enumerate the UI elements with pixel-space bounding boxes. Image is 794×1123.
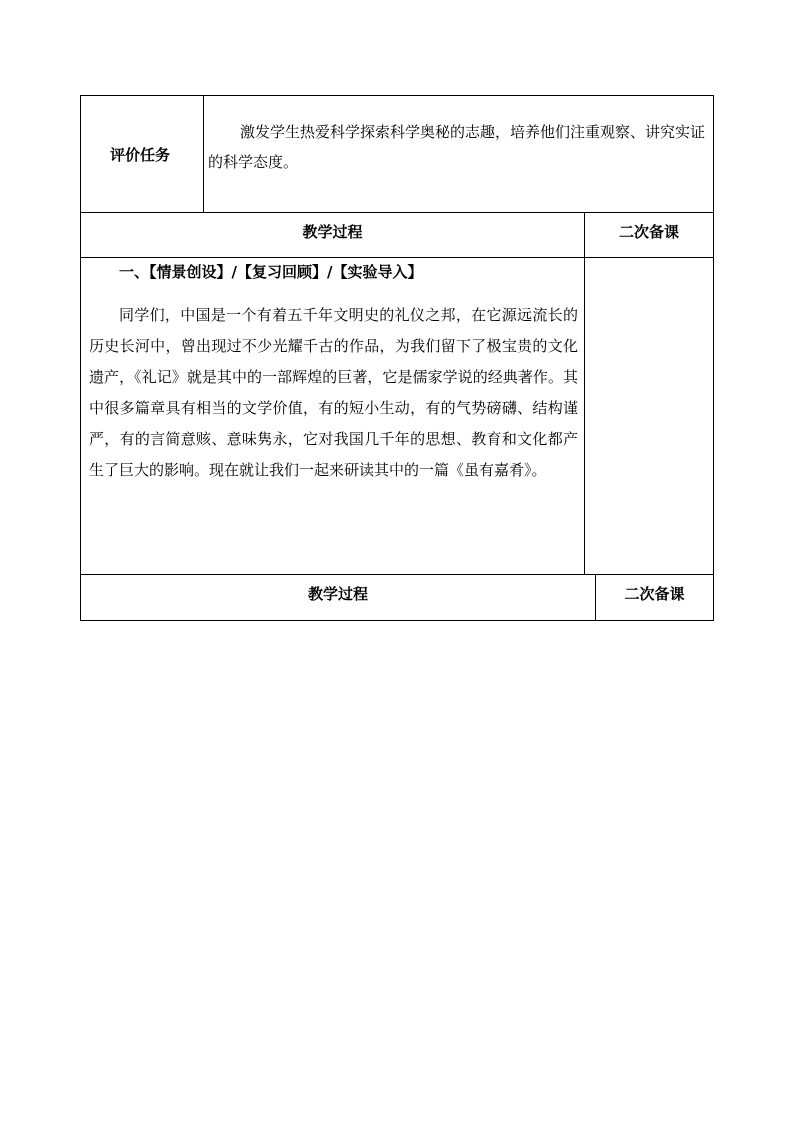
process-header-main-2: 教学过程 [307, 585, 368, 603]
process-header-main: 教学过程 [302, 223, 363, 241]
process-body-side [584, 258, 713, 574]
process-header-row-2 [81, 575, 713, 620]
evaluation-label: 评价任务 [109, 145, 170, 164]
evaluation-row [81, 96, 713, 213]
lesson-plan-table [80, 95, 714, 621]
process-body-row [81, 258, 713, 575]
process-header-side: 二次备课 [584, 213, 713, 257]
process-header-side-2: 二次备课 [595, 575, 713, 620]
process-header-row [81, 213, 713, 258]
intro-paragraph: 同学们，中国是一个有着五千年文明史的礼仪之邦，在它源远流长的历史长河中，曾出现过不少光耀千古的作品，为我们留下了极宝贵的文化遗产，《礼记》就是其中的一部辉煌的巨著，它是儒家学说的经典著作。其中很多篇章具有相当的文学价值，有的短小生动，有的气势磅礴、结构谨严，有的言简意赅、意味隽永，它对我国几千年的思想、教育和文化都产生了巨大的影响。现在就让我们一起来研读其中的一篇《虽有嘉肴》。 [89, 306, 578, 479]
section-heading: 一、【情景创设】/【复习回顾】/【实验导入】 [119, 263, 423, 281]
evaluation-content: 激发学生热爱科学探索科学奥秘的志趣，培养他们注重观察、讲究实证的科学态度。 [203, 96, 713, 212]
process-body-main [81, 258, 584, 574]
